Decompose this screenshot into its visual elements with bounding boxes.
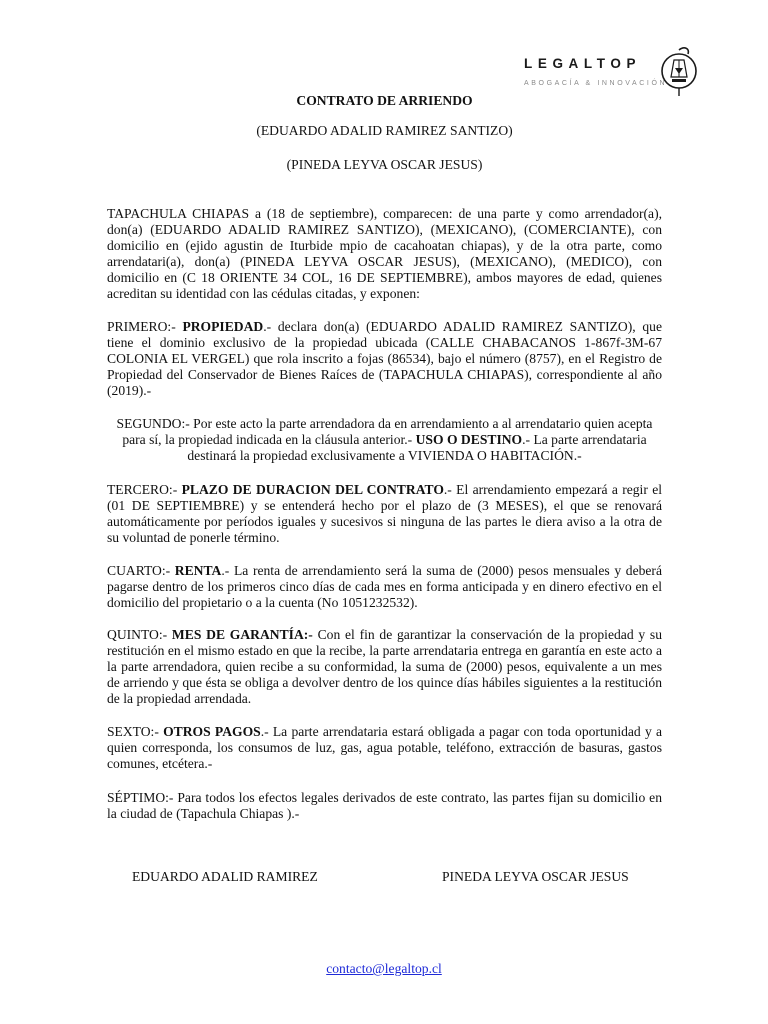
clause-text: .- La parte arrendataria destinará la propiedad exclusivamente a VIVIENDA O HABITACIÓN.- bbox=[187, 432, 647, 463]
clause-text: .- El arrendamiento empezará a regir el (01 DE SEPTIEMBRE) y se entenderá hecho por el plazo de (3 MESES), el que se renovará automáticamente por períodos iguales y sucesivos si ninguna de las partes le diera aviso a la otra de su voluntad de ponerle término. bbox=[107, 482, 662, 545]
clause-heading: PLAZO DE DURACION DEL CONTRATO bbox=[181, 482, 444, 497]
clause-heading: RENTA bbox=[174, 563, 222, 578]
intro-paragraph-block bbox=[107, 206, 662, 302]
clause-prefix: SEXTO:- bbox=[107, 724, 164, 739]
signature-arrendador: EDUARDO ADALID RAMIREZ bbox=[132, 869, 318, 884]
clause-text: .- La renta de arrendamiento será la suma de (2000) pesos mensuales y deberá pagarse dentro de los primeros cinco días de cada mes en forma anticipada y en dinero efectivo en el domicilio del propietario o a la cuenta (No 1051232532). bbox=[107, 563, 662, 610]
clause-text: .- La parte arrendataria estará obligada a pagar con toda oportunidad y a quien corresponda, los consumos de luz, gas, agua potable, teléfono, extracción de basuras, gastos comunes, etcétera.- bbox=[107, 724, 663, 771]
clause-text: Con el fin de garantizar la conservación de la propiedad y su restitución en el mismo estado en que la recibe, la parte arrendataria entrega en garantía en este acto a la parte arrendadora, quien recibe a su conformidad, la suma de (2000) pesos, equivalente a un mes de arriendo y que ésta se obliga a devolver dentro de los quince días hábiles siguientes a la restitución de la propiedad arrendada. bbox=[107, 627, 663, 706]
clause-septimo bbox=[107, 790, 662, 822]
signature-arrendatario: PINEDA LEYVA OSCAR JESUS bbox=[442, 869, 629, 884]
logo-name: LEGALTOP bbox=[524, 56, 642, 71]
clause-quinto bbox=[107, 627, 662, 707]
clause-tercero bbox=[107, 482, 662, 546]
clause-primero bbox=[107, 319, 662, 399]
contact-email-link[interactable]: contacto@legaltop.cl bbox=[326, 961, 442, 976]
clause-sexto bbox=[107, 724, 662, 772]
clause-segundo bbox=[107, 416, 662, 464]
clause-prefix: CUARTO:- bbox=[107, 563, 175, 578]
scales-justice-icon bbox=[660, 44, 698, 98]
clause-heading: OTROS PAGOS bbox=[163, 724, 261, 739]
clause-heading: USO O DESTINO bbox=[415, 432, 523, 447]
clause-prefix: QUINTO:- bbox=[107, 627, 172, 642]
clause-prefix: PRIMERO:- bbox=[107, 319, 183, 334]
clause-cuarto bbox=[107, 563, 662, 611]
clause-heading: PROPIEDAD bbox=[182, 319, 264, 334]
clause-text: .- declara don(a) (EDUARDO ADALID RAMIREZ SANTIZO), que tiene el dominio exclusivo de la propiedad ubicada (CALLE CHABACANOS 1-867f-3M-67 COLONIA EL VERGEL) que rola inscrito a fojas (86534), bajo el número (8757), en el Registro de Propiedad del Conservador de Bienes Raíces de (TAPACHULA CHIAPAS), correspondiente al año (2019).- bbox=[107, 319, 662, 398]
clause-heading: MES DE GARANTÍA:- bbox=[171, 627, 313, 642]
clause-prefix: TERCERO:- bbox=[107, 482, 182, 497]
intro-paragraph: TAPACHULA CHIAPAS a (18 de septiembre), comparecen: de una parte y como arrendador(a), don(a) (EDUARDO ADALID RAMIREZ SANTIZO), (MEXICANO), (COMERCIANTE), con domicilio en (ejido agustin de Iturbide mpio de cacahoatan chiapas), y de la otra parte, como arrendatari(a), don(a) (PINEDA LEYVA OSCAR JESUS), (MEXICANO), (MEDICO), con domicilio en (C 18 ORIENTE 34 COL, 16 DE SEPTIEMBRE), ambos mayores de edad, quienes acreditan su identidad con las cédulas citadas, y exponen: bbox=[107, 206, 662, 301]
clause-prefix: SEGUNDO:- Por este acto la parte arrendadora da en arrendamiento a al arrendatario quien acepta para sí, la propiedad indicada en la cláusula anterior.- bbox=[116, 416, 653, 447]
party-2-name: (PINEDA LEYVA OSCAR JESUS) bbox=[286, 157, 483, 172]
party-1-name: (EDUARDO ADALID RAMIREZ SANTIZO) bbox=[256, 123, 513, 138]
document-title: CONTRATO DE ARRIENDO bbox=[296, 93, 473, 108]
contact-footer bbox=[0, 960, 768, 978]
logo-tagline: ABOGACÍA & INNOVACIÓN bbox=[524, 80, 668, 87]
clause-text: SÉPTIMO:- Para todos los efectos legales derivados de este contrato, las partes fijan su domicilio en la ciudad de (Tapachula Chiapas ).- bbox=[107, 790, 662, 821]
